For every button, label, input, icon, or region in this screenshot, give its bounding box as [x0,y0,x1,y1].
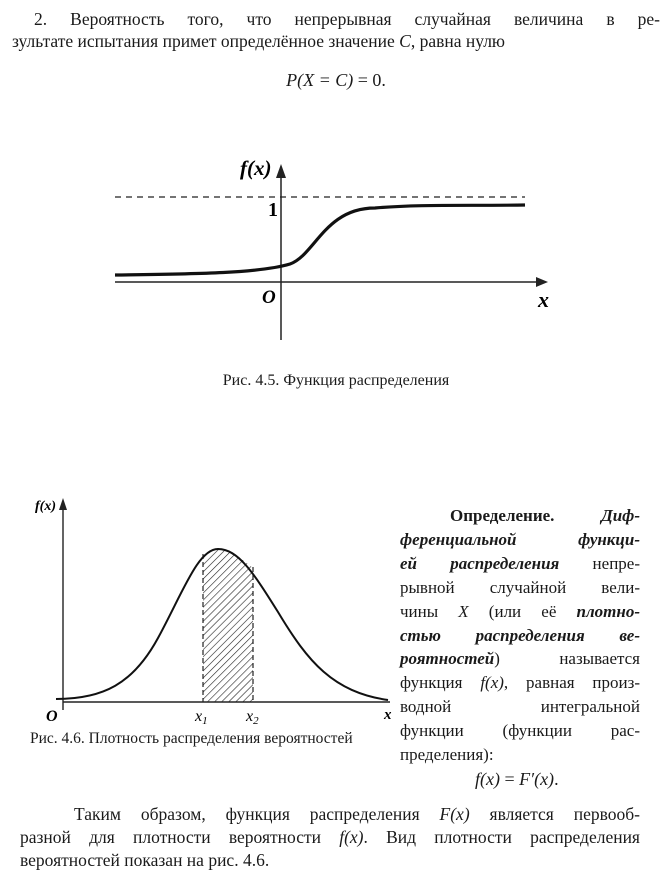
x-axis-arrow-icon [536,277,548,287]
figure-4-5-caption: Рис. 4.5. Функция распределения [222,372,450,389]
text-span: является первооб- [469,804,640,824]
paragraph-continuous-probability [12,8,660,52]
formula-p-equals-zero [0,70,672,91]
y-axis-label: f(x) [35,499,56,514]
definition-line [400,600,640,624]
formula-rhs: F′(x) [519,769,555,789]
x1-label: x1 [195,708,208,727]
definition-line: функции (функции рас- [400,721,640,741]
variable-fx: f(x) [480,673,504,693]
formula-eq: = [499,769,520,789]
y-axis-arrow-icon [59,498,67,510]
term-span: плотно- [576,601,640,621]
text-span: непре- [559,553,640,573]
figure-4-5-distribution-function [100,150,570,350]
tick-one-label: 1 [268,199,278,221]
definition-line [400,647,640,671]
formula-lhs: f(x) [475,769,500,789]
definition-line [400,552,640,576]
variable-x: X [458,601,469,621]
term-span: ей распределения [400,553,560,573]
text-span: чины [400,601,459,621]
variable-fx: F(x) [439,804,470,824]
text-span: функция [400,673,481,693]
formula-end: . [554,769,559,789]
paragraph1-line2 [12,30,660,52]
variable-fx: f(x) [339,827,364,847]
x2-label: x2 [246,708,259,727]
x-axis-label: x [384,707,392,723]
term-span: стью распределения ве- [400,625,640,645]
definition-line [400,671,640,695]
variable-c: C [399,31,411,51]
formula-f-equals-f-prime [475,769,559,790]
distribution-curve [115,205,525,275]
definition-line [400,528,640,552]
figure-4-6-caption: Рис. 4.6. Плотность распределения вероятностей [30,730,353,747]
text-span: ) называется [494,649,640,669]
definition-line [400,624,640,648]
text-span: разной для плотности вероятности [20,827,340,847]
x-axis-label: x [538,287,549,312]
text-span: (или её [468,601,577,621]
formula-rhs: = 0. [353,70,386,90]
hatched-probability-area [203,549,253,702]
text-span: зультате испытания примет определённое значение [12,31,400,51]
figure-4-6-probability-density [28,492,400,730]
origin-label: O [262,287,276,308]
definition-heading: Определение. [450,506,555,525]
term-span: ференциальной функци- [400,529,640,549]
paragraph3-line3: вероятностей показан на рис. 4.6. [20,850,270,870]
paragraph-conclusion [20,803,640,872]
definition-line: пределения): [400,745,494,765]
text-span: Таким образом, функция распределения [74,804,440,824]
text-span: , равная произ- [503,673,640,693]
term-span: роятностей [400,649,495,669]
y-axis-arrow-icon [276,164,286,178]
text-span: , равна нулю [410,31,506,51]
paragraph3-line2 [20,826,640,849]
paragraph1-line1: 2. Вероятность того, что непрерывная случайная величина в ре- [34,9,660,29]
definition-line: рывной случайной вели- [400,577,640,597]
y-axis-label: f(x) [240,156,272,180]
definition-line: водной интегральной [400,697,640,717]
origin-label: O [46,708,58,725]
formula-lhs: P(X = C) [286,70,354,90]
term-span: Диф- [554,506,640,525]
text-span: . Вид плотности распределения [363,827,640,847]
definition-density-function [400,504,640,767]
paragraph3-line1 [20,803,640,826]
definition-line [400,504,640,528]
